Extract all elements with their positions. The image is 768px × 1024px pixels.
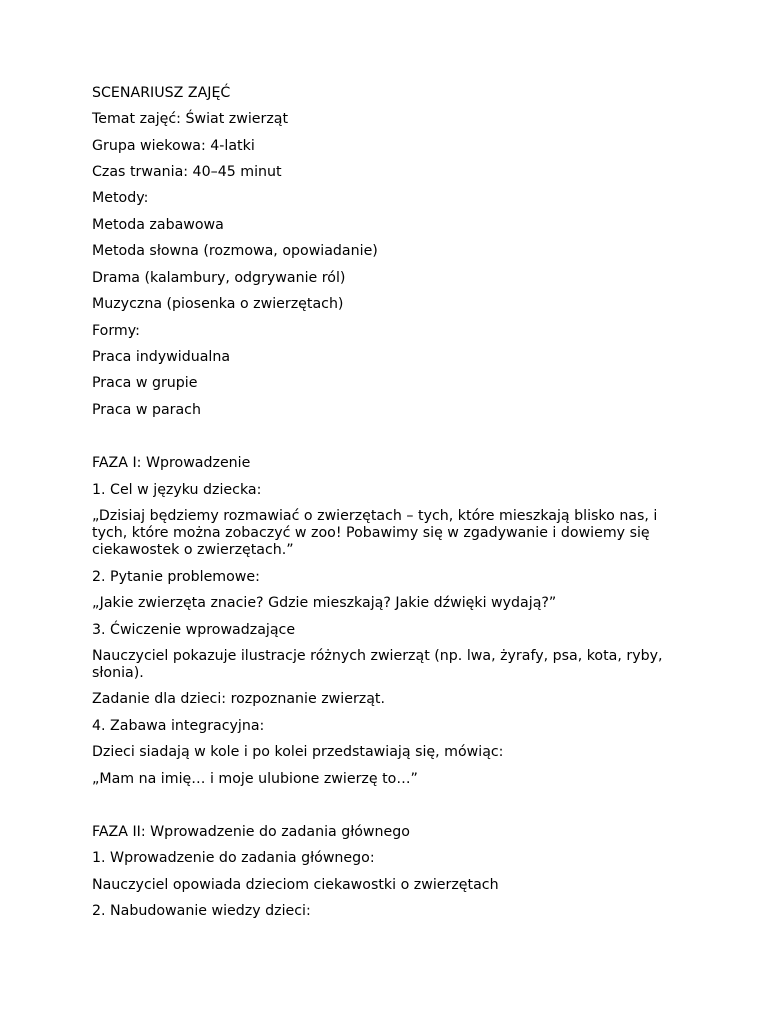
methods-heading: Metody: — [92, 190, 149, 206]
form-item: Praca w grupie — [92, 375, 198, 391]
document-title: SCENARIUSZ ZAJĘĆ — [92, 85, 231, 101]
phase1-game-text: Dzieci siadają w kole i po kolei przedstawiają się, mówiąc: — [92, 744, 504, 760]
form-item: Praca w parach — [92, 402, 201, 418]
duration: Czas trwania: 40–45 minut — [92, 164, 282, 180]
phase1-goal-label: 1. Cel w języku dziecka: — [92, 482, 262, 498]
form-item: Praca indywidualna — [92, 349, 231, 365]
method-item: Muzyczna (piosenka o zwierzętach) — [92, 296, 344, 312]
phase2-heading: FAZA II: Wprowadzenie do zadania głównego — [92, 824, 410, 840]
phase1-task-text: Zadanie dla dzieci: rozpoznanie zwierząt. — [92, 691, 385, 707]
method-item: Metoda zabawowa — [92, 217, 224, 233]
phase2-intro-label: 1. Wprowadzenie do zadania głównego: — [92, 850, 375, 866]
lesson-topic: Temat zajęć: Świat zwierząt — [92, 111, 289, 127]
phase1-exercise-label: 3. Ćwiczenie wprowadzające — [92, 622, 296, 638]
phase1-goal-text: „Dzisiaj będziemy rozmawiać o zwierzętach – tych, które mieszkają blisko nas, i tych, które można zobaczyć w zoo! Pobawimy się w zgadywanie i dowiemy się ciekawostek o zwierzętach.” — [92, 508, 658, 558]
phase1-question-label: 2. Pytanie problemowe: — [92, 569, 260, 585]
phase1-exercise-text: Nauczyciel pokazuje ilustracje różnych zwierząt (np. lwa, żyrafy, psa, kota, ryby, słonia). — [92, 648, 663, 681]
method-item: Metoda słowna (rozmowa, opowiadanie) — [92, 243, 378, 259]
phase1-game-quote: „Mam na imię… i moje ulubione zwierzę to…” — [92, 771, 418, 787]
phase1-question-text: „Jakie zwierzęta znacie? Gdzie mieszkają? Jakie dźwięki wydają?” — [92, 595, 557, 611]
phase1-game-label: 4. Zabawa integracyjna: — [92, 718, 265, 734]
phase2-intro-text: Nauczyciel opowiada dzieciom ciekawostki o zwierzętach — [92, 877, 499, 893]
phase1-heading: FAZA I: Wprowadzenie — [92, 455, 251, 471]
age-group: Grupa wiekowa: 4-latki — [92, 138, 255, 154]
phase2-knowledge-label: 2. Nabudowanie wiedzy dzieci: — [92, 903, 311, 919]
method-item: Drama (kalambury, odgrywanie ról) — [92, 270, 346, 286]
forms-heading: Formy: — [92, 323, 140, 339]
